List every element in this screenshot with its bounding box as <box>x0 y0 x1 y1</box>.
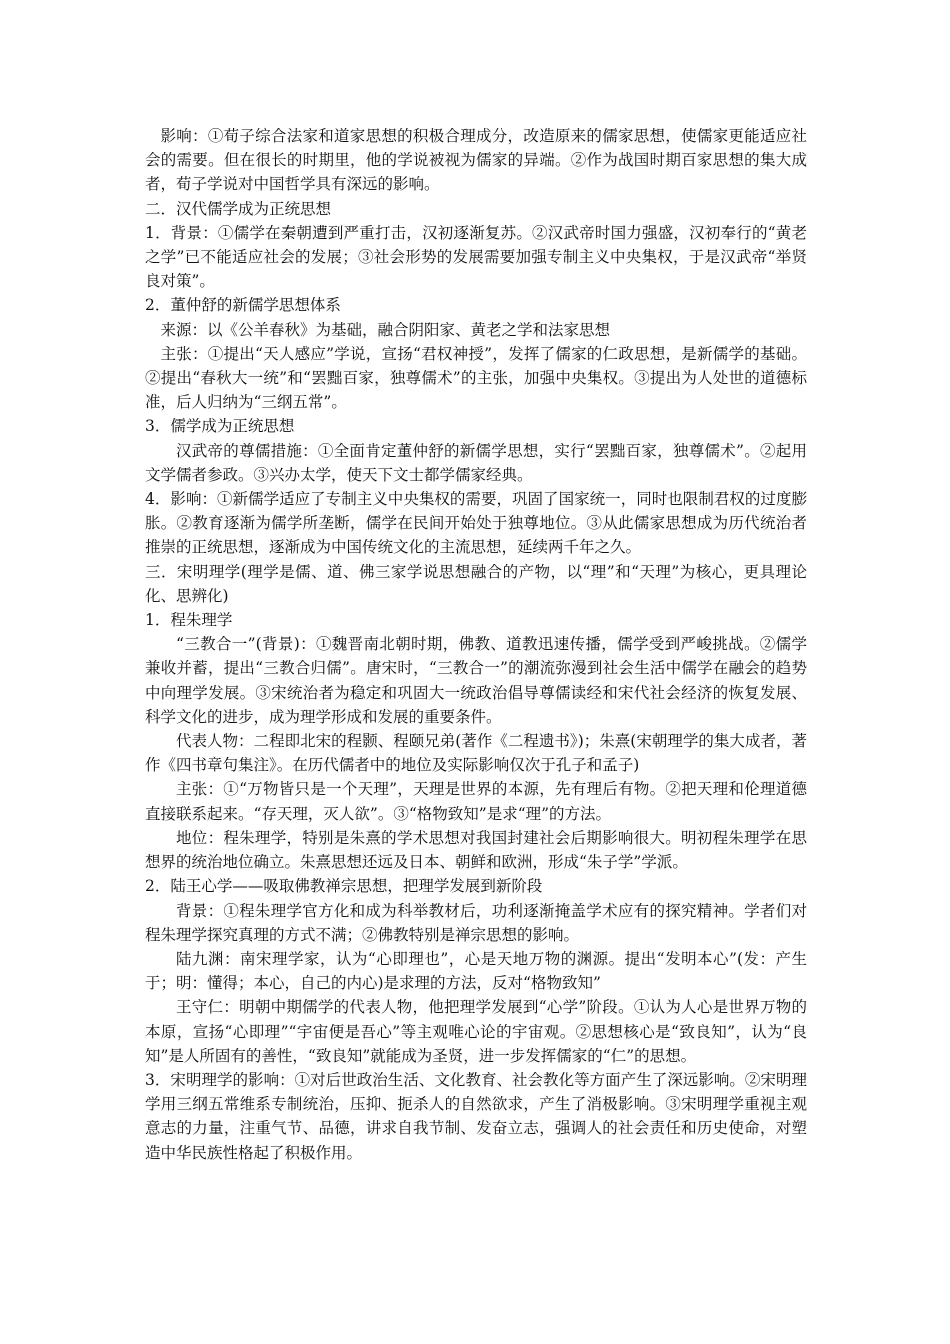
subheading-orthodox: 3．儒学成为正统思想 <box>145 417 295 436</box>
paragraph-lu-jiuyuan: 陆九渊：南宋理学家，认为“心即理也”，心是天地万物的渊源。提出“发明本心”(发：产生于；明：懂得；本心，自己的内心)是求理的方法，反对“格物致知” <box>145 949 807 993</box>
section-heading-han-confucianism: 二．汉代儒学成为正统思想 <box>145 199 332 218</box>
section-heading-song-ming: 三．宋明理学(理学是儒、道、佛三家学说思想融合的产物，以“理”和“天理”为核心，更具理论化、思辨化) <box>145 562 807 605</box>
document-body <box>145 124 807 1165</box>
subheading-dong-zhongshu: 2．董仲舒的新儒学思想体系 <box>145 296 341 315</box>
paragraph-representatives: 代表人物：二程即北宋的程颢、程颐兄弟(著作《二程遗书》)；朱熹(宋朝理学的集大成者，著作《四书章句集注》。在历代儒者中的地位及实际影响仅次于孔子和孟子) <box>145 732 807 775</box>
paragraph-han-influence: 4．影响：①新儒学适应了专制主义中央集权的需要，巩固了国家统一，同时也限制君权的过度膨胀。②教育逐渐为儒学所垄断，儒学在民间开始处于独尊地位。③从此儒家思想成为历代统治者推崇的正统思想，逐渐成为中国传统文化的主流思想，延续两千年之久。 <box>145 490 807 557</box>
paragraph-dong-source: 来源：以《公羊春秋》为基础，融合阴阳家、黄老之学和法家思想 <box>160 320 611 339</box>
paragraph-xunzi-influence: 影响：①荀子综合法家和道家思想的积极合理成分，改造原来的儒家思想，使儒家更能适应社会的需要。但在很长的时期里，他的学说被视为儒家的异端。②作为战国时期百家思想的集大成者，荀子学说对中国哲学具有深远的影响。 <box>145 127 807 194</box>
paragraph-dong-proposition: 主张：①提出“天人感应”学说，宣扬“君权神授”，发挥了儒家的仁政思想，是新儒学的基础。②提出“春秋大一统”和“罢黜百家，独尊儒术”的主张，加强中央集权。③提出为人处世的道德标准，后人归纳为“三纲五常”。 <box>145 344 807 412</box>
paragraph-emperor-measures: 汉武帝的尊儒措施：①全面肯定董仲舒的新儒学思想，实行“罢黜百家，独尊儒术”。②起用文学儒者参政。③兴办太学，使天下文士都学儒家经典。 <box>145 441 807 484</box>
paragraph-three-teachings: “三教合一”(背景)：①魏晋南北朝时期，佛教、道教迅速传播，儒学受到严峻挑战。②儒学兼收并蓄，提出“三教合归儒”。唐宋时，“三教合一”的潮流弥漫到社会生活中儒学在融会的趋势中向理学发展。③宋统治者为稳定和巩固大一统政治倡导尊儒读经和宋代社会经济的恢复发展、科学文化的进步，成为理学形成和发展的重要条件。 <box>145 635 807 726</box>
paragraph-cheng-zhu-proposition: 主张：①“万物皆只是一个天理”，天理是世界的本源，先有理后有物。②把天理和伦理道德直接联系起来。“存天理，灭人欲”。③“格物致知”是求“理”的方法。 <box>145 780 807 823</box>
paragraph-lu-wang-background: 背景：①程朱理学官方化和成为科举教材后，功利逐渐掩盖学术应有的探究精神。学者们对程朱理学探究真理的方式不满；②佛教特别是禅宗思想的影响。 <box>145 901 807 944</box>
paragraph-han-background: 1．背景：①儒学在秦朝遭到严重打击，汉初逐渐复苏。②汉武帝时国力强盛，汉初奉行的“黄老之学”已不能适应社会的发展；③社会形势的发展需要加强专制主义中央集权，于是汉武帝“举贤良对策”。 <box>145 223 807 291</box>
paragraph-cheng-zhu-status: 地位：程朱理学，特别是朱熹的学术思想对我国封建社会后期影响很大。明初程朱理学在思想界的统治地位确立。朱熹思想还远及日本、朝鲜和欧洲，形成“朱子学”学派。 <box>145 828 807 872</box>
paragraph-song-ming-influence: 3．宋明理学的影响：①对后世政治生活、文化教育、社会教化等方面产生了深远影响。②宋明理学用三纲五常维系专制统治，压抑、扼杀人的自然欲求，产生了消极影响。③宋明理学重视主观意志的力量，注重气节、品德，讲求自我节制、发奋立志，强调人的社会责任和历史使命，对塑造中华民族性格起了积极作用。 <box>145 1070 807 1162</box>
paragraph-wang-shouren: 王守仁：明朝中期儒学的代表人物，他把理学发展到“心学”阶段。①认为人心是世界万物的本原，宣扬“心即理”“宇宙便是吾心”等主观唯心论的宇宙观。②思想核心是“致良知”，认为“良知”是人所固有的善性，“致良知”就能成为圣贤，进一步发挥儒家的“仁”的思想。 <box>145 998 807 1065</box>
subheading-lu-wang: 2．陆王心学——吸取佛教禅宗思想，把理学发展到新阶段 <box>145 877 543 896</box>
subheading-cheng-zhu: 1．程朱理学 <box>145 611 233 630</box>
